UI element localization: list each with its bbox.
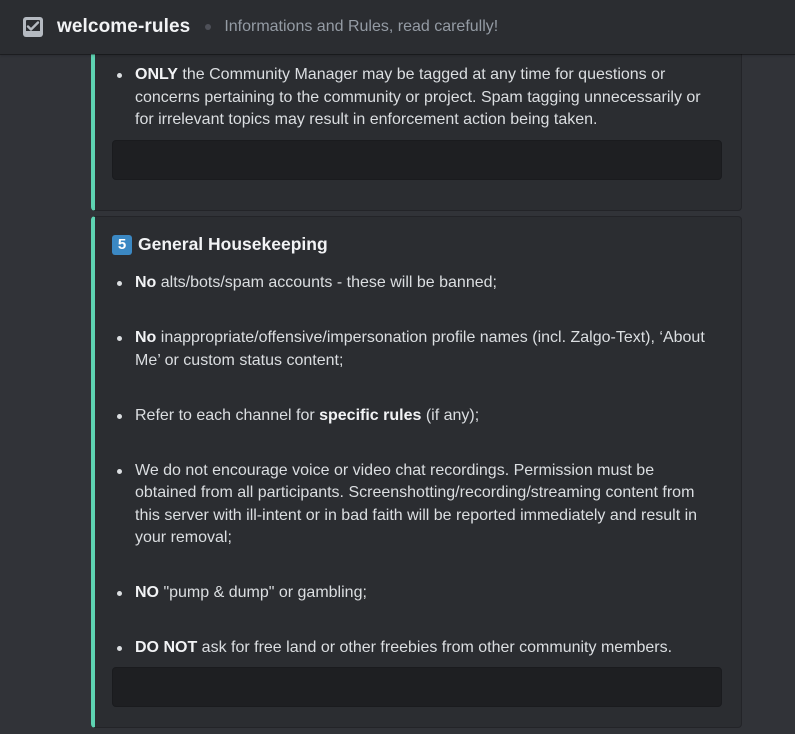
embed-title [112, 234, 328, 255]
rules-list [115, 272, 715, 660]
channel-name: welcome-rules [57, 16, 191, 37]
rules-embed-general-housekeeping [91, 216, 742, 728]
rule-emphasis: DO NOT [135, 639, 198, 656]
rule-item [115, 637, 715, 660]
rule-text: "pump & dump" or gambling; [159, 584, 367, 601]
rule-text: We do not encourage voice or video chat recordings. Permission must be obtained from all participants. Screenshotting/recording/streaming content from this server with ill-intent or in bad faith will be reported immediately and result in your removal; [135, 461, 698, 546]
rule-item [115, 64, 715, 132]
rule-item [115, 405, 715, 428]
rule-emphasis: NO [135, 584, 159, 601]
rule-emphasis: No [135, 329, 157, 346]
header-divider-dot [205, 24, 211, 30]
rule-text: ask for free land or other freebies from other community members. [197, 639, 673, 656]
rule-text: alts/bots/spam accounts - these will be banned; [156, 274, 497, 291]
rule-text: the Community Manager may be tagged at any time for questions or concerns pertaining to the community or project. Spam tagging unnecessarily or for irrelevant topics may result in enforcement action being taken. [135, 66, 701, 128]
rule-item [115, 327, 715, 372]
empty-code-block [112, 667, 722, 707]
message-content-area[interactable] [0, 54, 795, 734]
rule-item [115, 272, 715, 295]
rule-emphasis: specific rules [319, 406, 422, 424]
rule-text: inappropriate/offensive/impersonation profile names (incl. Zalgo-Text), ‘About Me’ or custom status content; [135, 329, 705, 369]
rule-item [115, 582, 715, 605]
rule-text: (if any); [421, 406, 480, 424]
rules-embed-previous [91, 54, 742, 211]
rule-item [115, 460, 715, 550]
rule-emphasis: ONLY [135, 66, 178, 83]
rules-list-previous [115, 64, 715, 132]
embed-title-text: General Housekeeping [138, 234, 328, 254]
rules-channel-icon [22, 16, 44, 38]
keycap-five-emoji-icon: 5 [112, 235, 132, 255]
channel-header [0, 0, 795, 54]
channel-topic[interactable]: Informations and Rules, read carefully! [224, 18, 499, 35]
rule-emphasis: No [135, 274, 157, 291]
rule-text: Refer to each channel for [135, 406, 320, 424]
empty-code-block [112, 140, 722, 180]
